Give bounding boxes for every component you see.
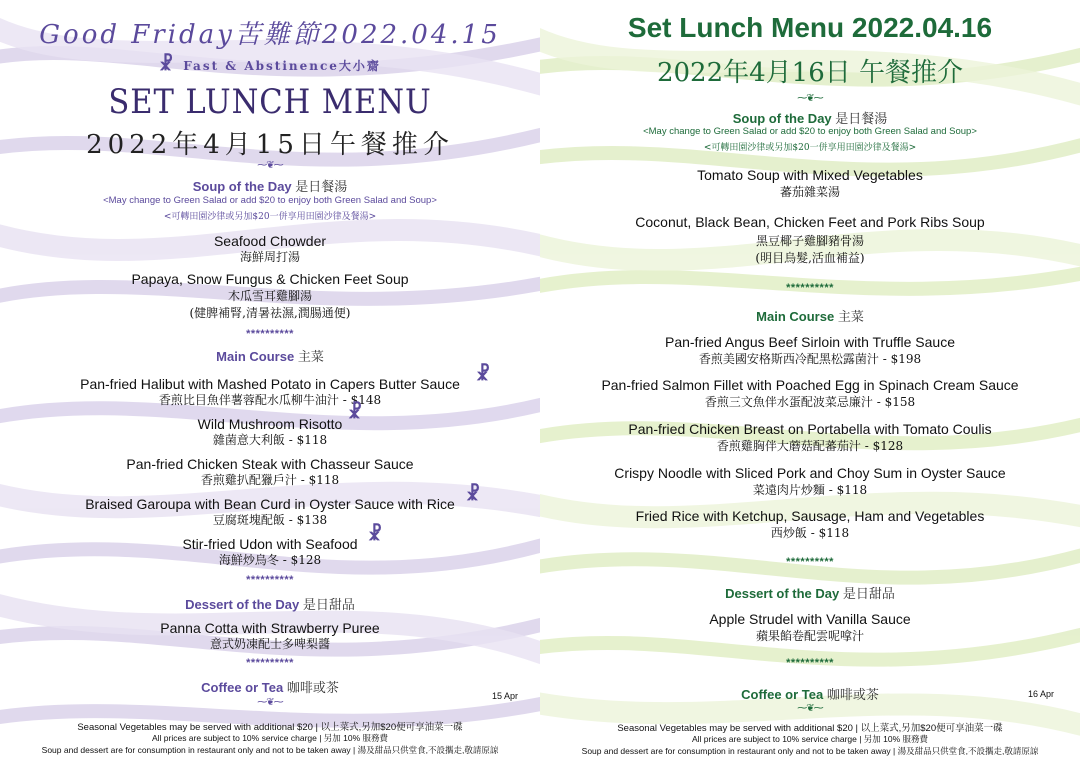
soup-2-note: (健脾補腎,清暑祛濕,潤腸通便) <box>189 306 351 320</box>
menu-date-title-cn: 2022年4月16日 午餐推介 <box>656 58 964 88</box>
soup-2-en: Coconut, Black Bean, Chicken Feet and Pork Ribs Soup <box>635 214 985 230</box>
ornament-icon: ⁓❦⁓ <box>257 697 283 708</box>
soup-1-cn: 蕃茄雜菜湯 <box>779 185 840 199</box>
main-1-en: Pan-fried Halibut with Mashed Potato in Capers Butter Sauce <box>80 376 460 392</box>
price: $118 <box>296 433 328 447</box>
main-4-line: 菜遠肉片炒麵 - $118 <box>752 483 868 497</box>
price: $198 <box>890 352 922 366</box>
right-content <box>540 0 1080 764</box>
main-course-heading: Main Course 主菜 <box>756 309 864 325</box>
price: $158 <box>884 395 916 409</box>
soup-note-en: <May change to Green Salad or add $20 to enjoy both Green Salad and Soup> <box>643 126 977 137</box>
soup-note-cn: <可轉田園沙律或另加$20一併享用田園沙律及餐湯> <box>703 143 917 153</box>
main-2-line: 雜菌意大利飯 - $118 <box>212 433 328 447</box>
date-label: 15 Apr <box>492 691 519 701</box>
footer-dine-in: Soup and dessert are for consumption in restaurant only and not to be taken away | 湯及甜品只供堂食,不設攜走,敬請原諒 <box>41 745 499 755</box>
price: $128 <box>872 439 904 453</box>
divider: ********** <box>786 657 834 669</box>
price: $118 <box>308 473 340 487</box>
main-2-en: Pan-fried Salmon Fillet with Poached Egg in Spinach Cream Sauce <box>601 377 1019 393</box>
soup-2-note: (明目烏髮,活血補益) <box>755 251 865 265</box>
main-1-line: 香煎美國安格斯西冷配黑松露菌汁 - $198 <box>698 352 922 366</box>
main-4-en: Braised Garoupa with Bean Curd in Oyster Sauce with Rice <box>85 496 455 512</box>
fast-abstinence-line: ☧ Fast & Abstinence大小齋 <box>159 54 381 75</box>
soup-heading: Soup of the Day 是日餐湯 <box>732 111 888 127</box>
main-2-line: 香煎三文魚伴水蛋配波菜忌廉汁 - $158 <box>704 395 916 409</box>
main-5-line: 海鮮炒烏冬 - $128 <box>218 553 322 567</box>
chi-rho-icon: ☧ <box>476 364 491 385</box>
good-friday-header: Good Friday苦難節2022.04.15 <box>39 20 501 50</box>
main-2-en: Wild Mushroom Risotto <box>197 416 343 432</box>
main-3-line: 香煎雞胸伴大蘑菇配蕃茄汁 - $128 <box>716 439 904 453</box>
main-3-en: Pan-fried Chicken Steak with Chasseur Sauce <box>126 456 414 472</box>
divider: ********** <box>246 657 294 669</box>
dessert-cn: 蘋果餡卷配雲呢嗱汁 <box>755 629 864 643</box>
main-5-en: Stir-fried Udon with Seafood <box>182 536 358 552</box>
chi-rho-icon: ☧ <box>368 524 383 545</box>
soup-2-cn: 黑豆椰子雞腳豬骨湯 <box>755 234 864 248</box>
main-1-line: 香煎比目魚伴薯蓉配水瓜柳牛油汁 - $148 <box>158 393 382 407</box>
footer-vegetables: Seasonal Vegetables may be served with additional $20 | 以上菜式,另加$20便可享油菜一碟 <box>617 723 1003 734</box>
main-5-line: 西炒飯 - $118 <box>770 526 850 540</box>
main-4-line: 豆腐斑塊配飯 - $138 <box>212 513 328 527</box>
soup-1-en: Tomato Soup with Mixed Vegetables <box>697 167 923 183</box>
dessert-heading: Dessert of the Day 是日甜品 <box>185 597 355 613</box>
set-lunch-menu-title: Set Lunch Menu 2022.04.16 <box>627 12 993 43</box>
dessert-en: Panna Cotta with Strawberry Puree <box>160 620 380 636</box>
soup-heading: Soup of the Day 是日餐湯 <box>192 179 348 195</box>
soup-2-en: Papaya, Snow Fungus & Chicken Feet Soup <box>131 271 409 287</box>
chi-rho-icon: ☧ <box>348 402 363 423</box>
footer-dine-in: Soup and dessert are for consumption in restaurant only and not to be taken away | 湯及甜品只供堂食,不設攜走,敬請原諒 <box>581 746 1039 756</box>
date-label: 16 Apr <box>1028 689 1055 699</box>
dessert-cn: 意式奶凍配士多啤梨醬 <box>209 637 330 651</box>
soup-note-cn: <可轉田園沙律或另加$20一併享用田園沙律及餐湯> <box>163 212 377 222</box>
coffee-tea-heading: Coffee or Tea 咖啡或茶 <box>201 680 339 696</box>
divider: ********** <box>786 556 834 568</box>
price: $118 <box>818 526 850 540</box>
soup-note-en: <May change to Green Salad or add $20 to enjoy both Green Salad and Soup> <box>103 195 437 206</box>
main-1-en: Pan-fried Angus Beef Sirloin with Truffle Sauce <box>664 334 955 350</box>
price: $148 <box>350 393 382 407</box>
divider: ********** <box>786 282 834 294</box>
price: $118 <box>836 483 868 497</box>
menu-date-title-cn: 2022年4月15日午餐推介 <box>86 130 454 160</box>
price: $128 <box>290 553 322 567</box>
ornament-icon: ⁓❦⁓ <box>797 703 823 714</box>
main-4-en: Crispy Noodle with Sliced Pork and Choy Sum in Oyster Sauce <box>614 465 1006 481</box>
dessert-en: Apple Strudel with Vanilla Sauce <box>709 611 911 627</box>
set-lunch-menu-title: SET LUNCH MENU <box>108 82 432 122</box>
footer-service-charge: All prices are subject to 10% service charge | 另加 10% 服務費 <box>151 733 389 743</box>
soup-1-cn: 海鮮周打湯 <box>239 250 300 264</box>
main-3-line: 香煎雞扒配獵戶汁 - $118 <box>200 473 340 487</box>
main-3-en: Pan-fried Chicken Breast on Portabella with Tomato Coulis <box>628 421 992 437</box>
chi-rho-icon: ☧ <box>466 484 481 505</box>
divider: ********** <box>246 574 294 586</box>
divider: ********** <box>246 328 294 340</box>
footer-service-charge: All prices are subject to 10% service charge | 另加 10% 服務費 <box>691 734 929 744</box>
ornament-icon: ⁓❦⁓ <box>797 93 823 104</box>
soup-2-cn: 木瓜雪耳雞腳湯 <box>227 289 312 303</box>
set-lunch-menu-page <box>540 0 1080 764</box>
main-course-heading: Main Course 主菜 <box>216 349 324 365</box>
footer-vegetables: Seasonal Vegetables may be served with additional $20 | 以上菜式,另加$20便可享油菜一碟 <box>77 722 463 733</box>
coffee-tea-heading: Coffee or Tea 咖啡或茶 <box>741 687 879 703</box>
dessert-heading: Dessert of the Day 是日甜品 <box>725 586 895 602</box>
main-5-en: Fried Rice with Ketchup, Sausage, Ham and Vegetables <box>635 508 985 524</box>
chi-rho-icon: ☧ <box>159 54 176 75</box>
price: $138 <box>296 513 328 527</box>
soup-1-en: Seafood Chowder <box>213 233 327 249</box>
ornament-icon: ⁓❦⁓ <box>257 160 283 171</box>
